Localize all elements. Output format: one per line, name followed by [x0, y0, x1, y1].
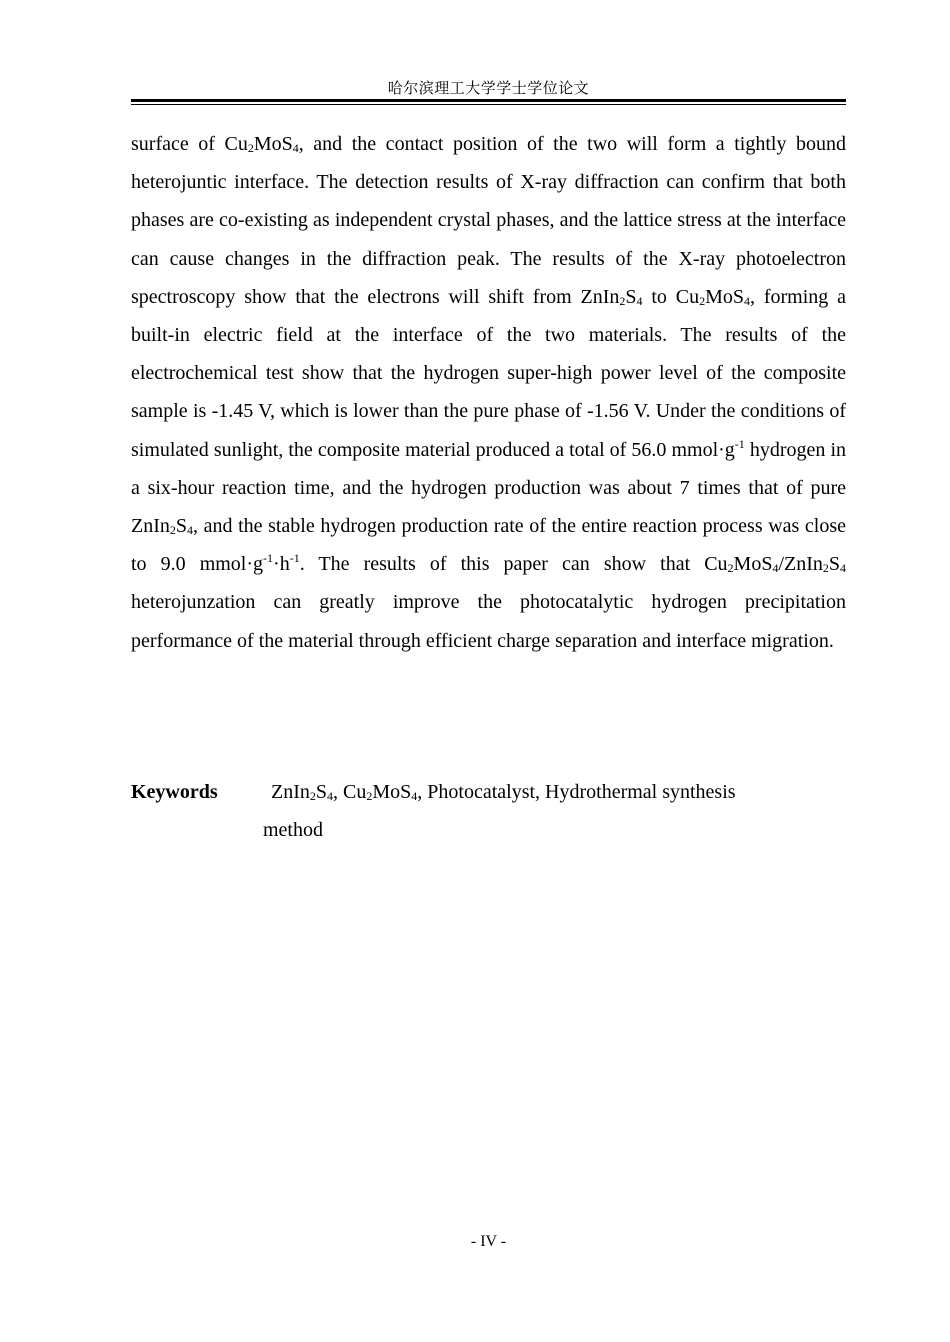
keywords-label: Keywords	[131, 781, 218, 803]
header-rule-thick	[131, 99, 846, 102]
keywords-section	[131, 773, 846, 849]
running-header: 哈尔滨理工大学学士学位论文	[387, 79, 590, 97]
abstract-paragraph: surface of $Cu_2MoS_4$, and the contact position of the two will form a tightly bound heterojuntic interface. The detection results of X-ray diffraction can confirm that both phases are co-existing as independent crystal phases, and the lattice stress at the interface can cause changes in the diffraction peak. The results of the X-ray photoelectron spectroscopy show that the electrons will shift from $ZnIn_2S_4$ to $Cu_2MoS_4$, forming a built-in electric field at the interface of the two materials. The results of the electrochemical test show that the hydrogen super-high power level of the composite sample is -1.45 V, which is lower than the pure phase of -1.56 V. Under the conditions of simulated sunlight, the composite material produced a total of 56.0 $mmol\cdot g^{-1}$ hydrogen in a six-hour reaction time, and the hydrogen production was about 7 times that of pure $ZnIn_2S_4$, and the stable hydrogen production rate of the entire reaction process was close to 9.0 $mmol\cdot g^{-1}\cdot h^{-1}$. The results of this paper can show that $Cu_2MoS_4/ZnIn_2S_4$ heterojunzation can greatly improve the photocatalytic hydrogen precipitation performance of the material through efficient charge separation and interface migration.	[131, 133, 847, 652]
keywords-list: $ZnIn_2S_4$, $Cu_2MoS_4$, Photocatalyst, Hydrothermal synthesis method	[263, 781, 736, 842]
page-number: - IV -	[470, 1233, 507, 1250]
header-rule-thin	[131, 104, 846, 105]
